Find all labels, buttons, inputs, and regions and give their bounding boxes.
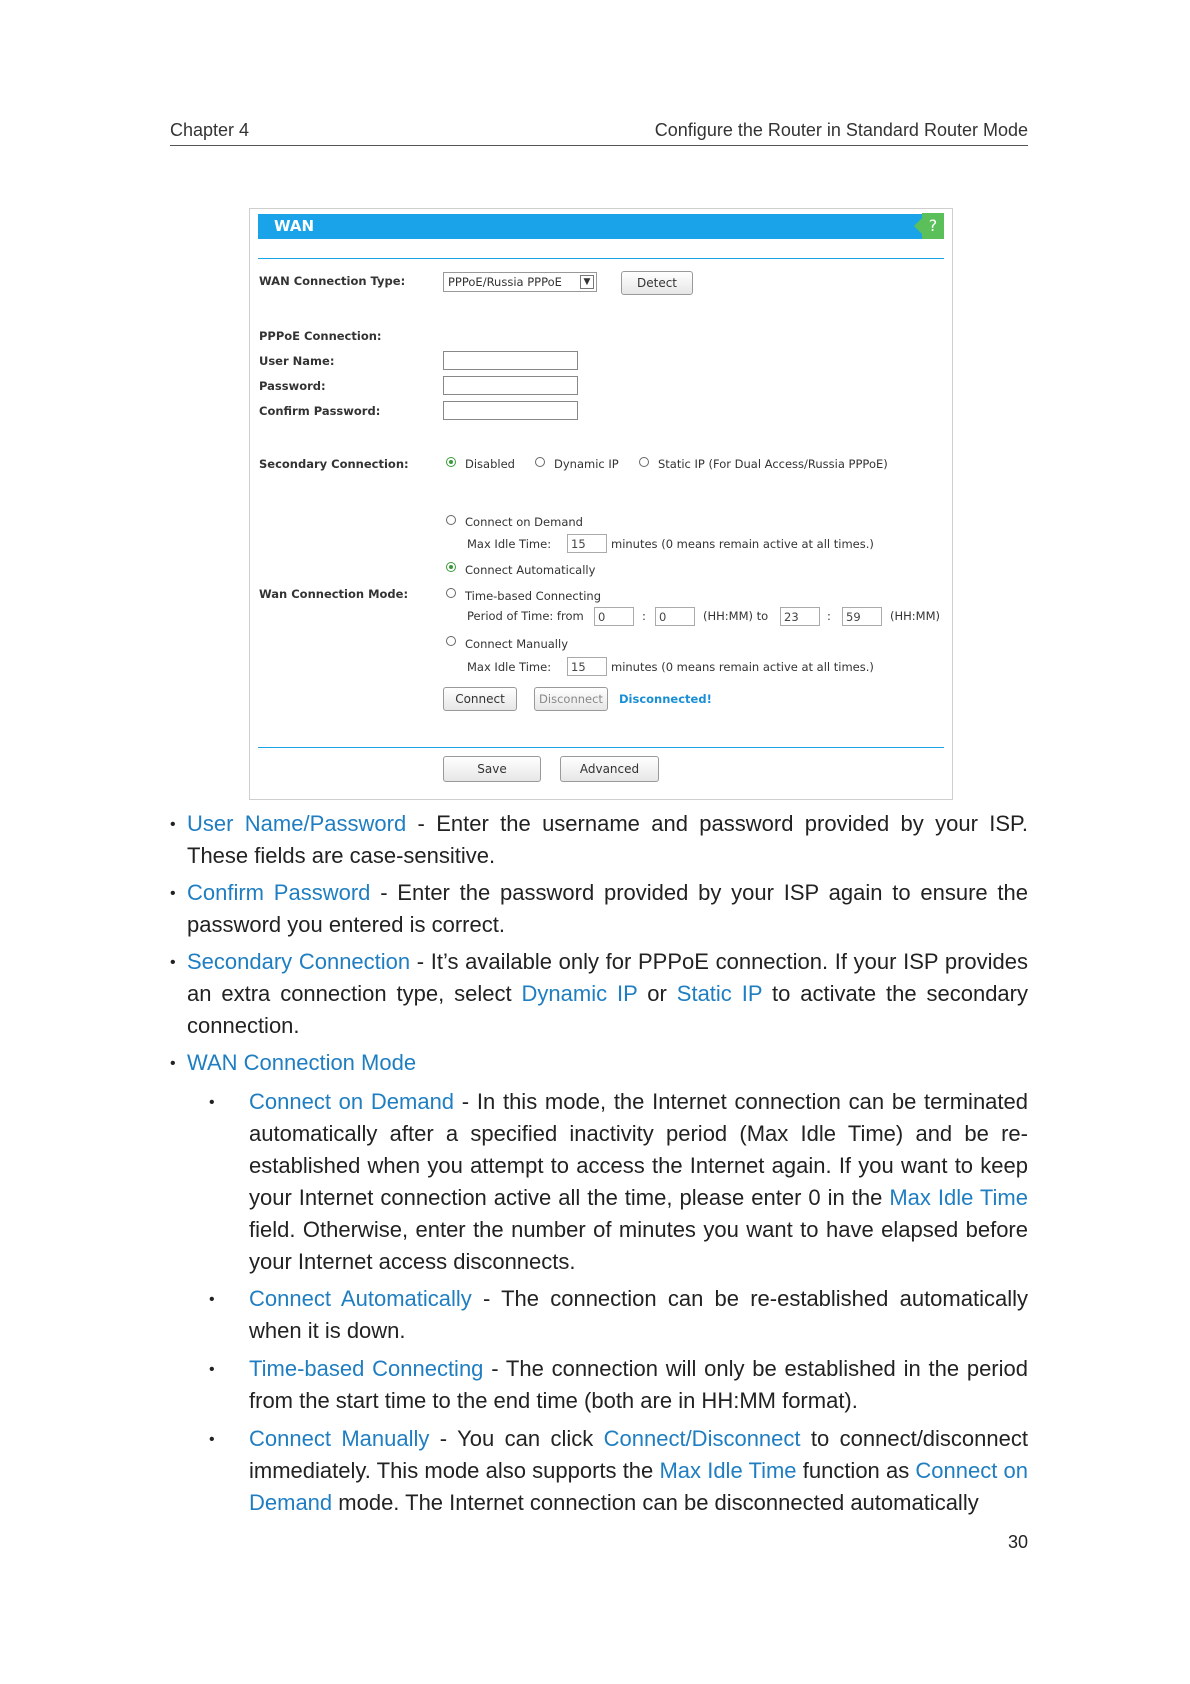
term-max-idle-time-2: Max Idle Time: [659, 1458, 797, 1483]
bottom-divider: [258, 747, 944, 748]
from-minute-input[interactable]: 0: [655, 607, 695, 626]
term-static-ip: Static IP: [676, 981, 763, 1006]
confirm-password-input[interactable]: [443, 401, 578, 420]
user-name-label: User Name:: [259, 354, 335, 368]
secondary-dynamic-ip-radio[interactable]: [535, 457, 545, 467]
term-connect-manually: Connect Manually: [249, 1426, 430, 1451]
sub-bullet-on-demand: [249, 1086, 1028, 1278]
term-connect-on-demand: Connect on Demand: [249, 1089, 455, 1114]
desc-manual-d: mode. The Internet connection can be disconnected automatically: [332, 1490, 979, 1515]
wan-mode-label: Wan Connection Mode:: [259, 587, 409, 601]
user-name-input[interactable]: [443, 351, 578, 370]
top-divider: [258, 258, 944, 259]
sub-bullet-marker: •: [209, 1291, 215, 1308]
from-hour-input[interactable]: 0: [594, 607, 634, 626]
desc-on-demand-b: field. Otherwise, enter the number of minutes you want to have elapsed before your Internet access disconnects.: [249, 1217, 1028, 1274]
term-user-name-password: User Name/Password: [187, 811, 407, 836]
time-colon-2: :: [827, 609, 831, 623]
idle-note-2: minutes (0 means remain active at all times.): [611, 660, 874, 674]
term-secondary-connection: Secondary Connection: [187, 949, 411, 974]
period-label: Period of Time: from: [467, 609, 584, 623]
term-connect-automatically: Connect Automatically: [249, 1286, 472, 1311]
desc-secondary-b: or: [637, 981, 677, 1006]
desc-user-name-password: - Enter the username and password provided by your ISP. These fields are case-sensitive.: [187, 811, 1028, 868]
wan-title: WAN: [274, 217, 315, 235]
header-divider: [170, 145, 1028, 146]
sub-bullet-marker: •: [209, 1361, 215, 1378]
term-time-based-connecting: Time-based Connecting: [249, 1356, 484, 1381]
idle-note-1: minutes (0 means remain active at all times.): [611, 537, 874, 551]
sub-bullet-time-based: [249, 1353, 1028, 1417]
bullet-wan-mode: [187, 1047, 1028, 1079]
max-idle-input-1[interactable]: 15: [567, 534, 607, 553]
password-label: Password:: [259, 379, 326, 393]
confirm-password-label: Confirm Password:: [259, 404, 381, 418]
desc-secondary-a: - It’s available only for PPPoE connection. If your ISP provides an extra connection type, select: [187, 949, 1028, 1006]
desc-confirm-password: - Enter the password provided by your ISP again to ensure the password you entered is correct.: [187, 880, 1029, 937]
max-idle-label-2: Max Idle Time:: [467, 660, 552, 674]
term-connect-on-demand-2: Connect on Demand: [249, 1458, 1028, 1515]
mode-automatic-radio[interactable]: [446, 562, 456, 572]
sub-bullet-marker: •: [209, 1094, 215, 1111]
mode-time-based-radio[interactable]: [446, 588, 456, 598]
disconnect-button[interactable]: Disconnect: [534, 687, 608, 711]
to-hour-input[interactable]: 23: [780, 607, 820, 626]
wan-settings-panel: [249, 208, 953, 800]
mode-manual-radio[interactable]: [446, 636, 456, 646]
mode-manual-label: Connect Manually: [465, 637, 568, 651]
password-input[interactable]: [443, 376, 578, 395]
pppoe-heading: PPPoE Connection:: [259, 329, 382, 343]
secondary-connection-label: Secondary Connection:: [259, 457, 409, 471]
max-idle-input-2[interactable]: 15: [567, 657, 607, 676]
hhmm-to-label: (HH:MM) to: [703, 609, 769, 623]
secondary-static-ip-label: Static IP (For Dual Access/Russia PPPoE): [658, 457, 888, 471]
wan-title-bar: [258, 214, 944, 239]
to-minute-input[interactable]: 59: [842, 607, 882, 626]
desc-secondary-c: to activate the secondary connection.: [187, 981, 1028, 1038]
desc-manual-c: function as: [796, 1458, 916, 1483]
bullet-marker: •: [170, 816, 176, 833]
connection-type-label: WAN Connection Type:: [259, 274, 406, 288]
mode-time-based-label: Time-based Connecting: [465, 589, 601, 603]
desc-manual-a: - You can click: [429, 1426, 604, 1451]
sub-bullet-automatic: [249, 1283, 1028, 1347]
detect-button[interactable]: Detect: [621, 271, 693, 295]
desc-on-demand-a: - In this mode, the Internet connection can be terminated automatically after a specified inactivity period (Max Idle Time) and be re-established when you attempt to access the Internet again. If you want to keep your Internet connection active all the time, please enter 0 in the: [249, 1089, 1028, 1210]
mode-automatic-label: Connect Automatically: [465, 563, 596, 577]
hhmm-label: (HH:MM): [890, 609, 940, 623]
sub-bullet-marker: •: [209, 1431, 215, 1448]
desc-manual-b: to connect/disconnect immediately. This mode also supports the: [249, 1426, 1028, 1483]
chapter-title: Configure the Router in Standard Router Mode: [654, 120, 1028, 140]
term-confirm-password: Confirm Password: [187, 880, 371, 905]
page-number: 30: [1007, 1532, 1028, 1552]
term-wan-connection-mode: WAN Connection Mode: [187, 1050, 417, 1075]
desc-time-based: - The connection will only be established in the period from the start time to the end time (both are in HH:MM format).: [249, 1356, 1028, 1413]
mode-on-demand-label: Connect on Demand: [465, 515, 583, 529]
chapter-label: Chapter 4: [170, 120, 250, 140]
bullet-confirm-password: [187, 877, 1028, 941]
bullet-marker: •: [170, 954, 176, 971]
secondary-static-ip-radio[interactable]: [639, 457, 649, 467]
connection-status: Disconnected!: [619, 692, 712, 706]
secondary-disabled-label: Disabled: [465, 457, 515, 471]
bullet-marker: •: [170, 885, 176, 902]
term-max-idle-time: Max Idle Time: [889, 1185, 1028, 1210]
mode-on-demand-radio[interactable]: [446, 515, 456, 525]
term-connect-disconnect: Connect/Disconnect: [603, 1426, 801, 1451]
term-dynamic-ip: Dynamic IP: [521, 981, 638, 1006]
connect-button[interactable]: Connect: [443, 687, 517, 711]
max-idle-label-1: Max Idle Time:: [467, 537, 552, 551]
connection-type-select[interactable]: [443, 272, 597, 292]
save-button[interactable]: Save: [443, 756, 541, 782]
advanced-button[interactable]: Advanced: [560, 756, 659, 782]
connection-type-value: PPPoE/Russia PPPoE: [448, 275, 562, 289]
bullet-marker: •: [170, 1055, 176, 1072]
bullet-secondary-connection: [187, 946, 1028, 1042]
sub-bullet-manual: [249, 1423, 1028, 1519]
bullet-user-name: [187, 808, 1028, 872]
help-icon[interactable]: ?: [922, 213, 944, 239]
chevron-down-icon: ▼: [580, 275, 594, 289]
time-colon-1: :: [642, 609, 646, 623]
secondary-dynamic-ip-label: Dynamic IP: [554, 457, 619, 471]
desc-automatic: - The connection can be re-established automatically when it is down.: [249, 1286, 1028, 1343]
secondary-disabled-radio[interactable]: [446, 457, 456, 467]
